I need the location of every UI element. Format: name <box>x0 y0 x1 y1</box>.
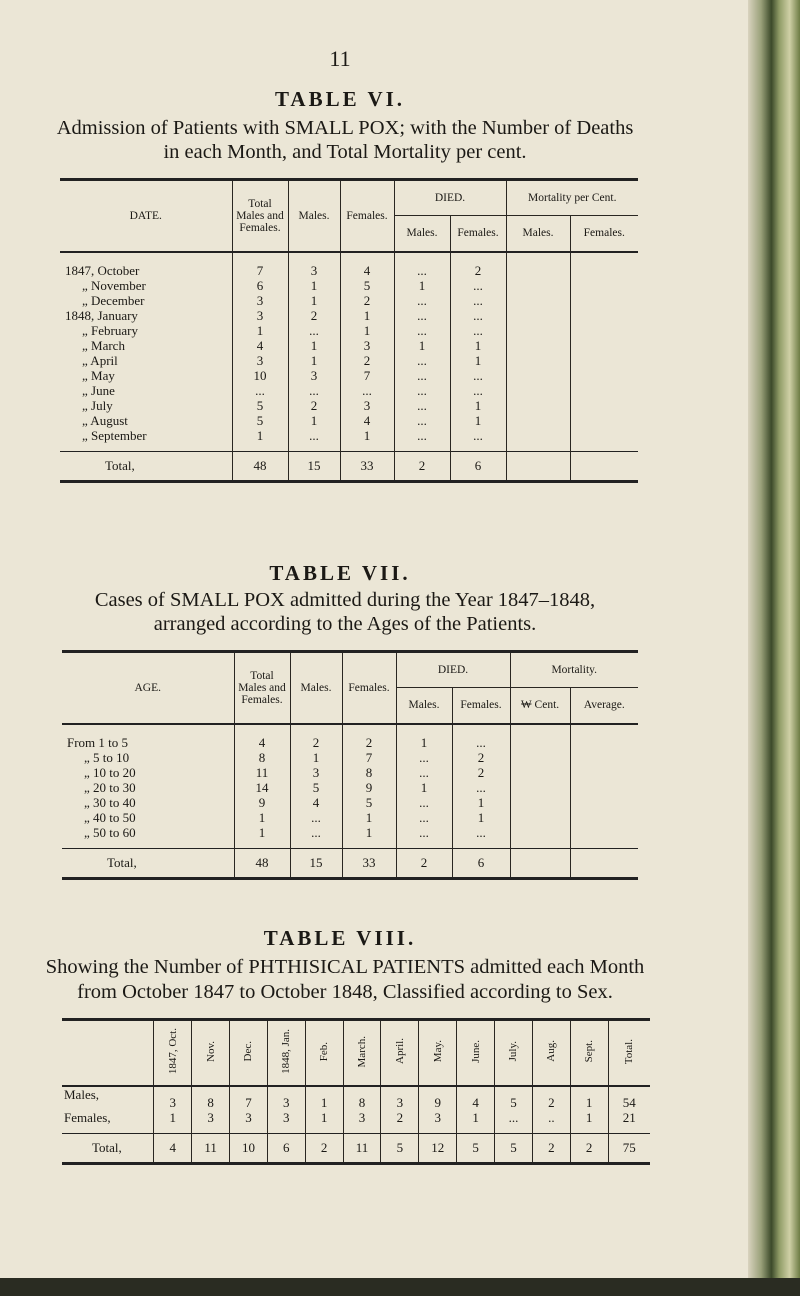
cell-mortality <box>570 323 638 338</box>
cell-died-m: ... <box>394 308 450 323</box>
table-row <box>62 795 638 810</box>
cell-females: 2 <box>340 293 394 308</box>
total-cell: 48 <box>232 451 288 481</box>
cell-mortality <box>570 252 638 278</box>
cell-total: 10 <box>232 368 288 383</box>
cell-mortality <box>570 398 638 413</box>
females-cell: .. <box>532 1110 570 1134</box>
cell-died-m: ... <box>396 810 452 825</box>
males-cell: 5 <box>495 1086 533 1110</box>
table7-caption-line2: arranged according to the Ages of the Patients. <box>153 613 537 635</box>
cell-males: 5 <box>290 780 342 795</box>
cell-mortality <box>506 428 570 452</box>
cell-mortality <box>506 278 570 293</box>
month-header-label: March. <box>356 1035 369 1067</box>
cell-mortality <box>570 780 638 795</box>
table-row <box>60 368 638 383</box>
total-cell: 2 <box>394 451 450 481</box>
cell-males: 3 <box>288 368 340 383</box>
cell-died-m: ... <box>394 398 450 413</box>
total-cell <box>570 451 638 481</box>
cell-total: 8 <box>234 750 290 765</box>
cell-females: 3 <box>340 398 394 413</box>
cell-died-m: ... <box>394 252 450 278</box>
cell-mortality <box>510 765 570 780</box>
cell-females: 7 <box>340 368 394 383</box>
cell-total: 5 <box>232 413 288 428</box>
month-header <box>570 1020 608 1086</box>
cell-died-f: ... <box>450 278 506 293</box>
males-header: Males. <box>288 180 340 252</box>
cell-died-f: ... <box>452 780 510 795</box>
table8-caption-line2: from October 1847 to October 1848, Classified according to Sex. <box>77 981 613 1003</box>
cell-males: 1 <box>288 293 340 308</box>
cell-died-f: 1 <box>450 398 506 413</box>
total-cell: 33 <box>342 848 396 878</box>
cell-mortality <box>570 428 638 452</box>
table8-caption-line1: Showing the Number of PHTHISICAL PATIENTS admitted each Month <box>45 956 645 978</box>
females-header: Females. <box>342 652 396 724</box>
cell-died-m: ... <box>396 750 452 765</box>
males-cell: 3 <box>267 1086 305 1110</box>
died-females-header: Females. <box>450 216 506 252</box>
cell-mortality <box>506 323 570 338</box>
month-header <box>495 1020 533 1086</box>
cell-mortality <box>570 810 638 825</box>
males-cell: 9 <box>419 1086 457 1110</box>
cell-mortality <box>510 825 570 849</box>
cell-males: 2 <box>290 724 342 750</box>
month-header <box>267 1020 305 1086</box>
table-row <box>60 398 638 413</box>
cell-females: 5 <box>340 278 394 293</box>
mortality-header: Mortality per Cent. <box>506 180 638 216</box>
cell-died-f: 2 <box>452 750 510 765</box>
row-label: „ 40 to 50 <box>84 809 136 825</box>
table-row <box>60 252 638 278</box>
cell-males: 3 <box>288 252 340 278</box>
males-cell: 3 <box>381 1086 419 1110</box>
total-cell: 2 <box>396 848 452 878</box>
cell-males: 1 <box>288 338 340 353</box>
cell-mortality <box>506 338 570 353</box>
mortality-header: Mortality. <box>510 652 638 688</box>
cell-total: 3 <box>232 353 288 368</box>
row-label: „ 5 to 10 <box>84 749 130 765</box>
cell-mortality <box>510 810 570 825</box>
cell-total: 6 <box>232 278 288 293</box>
died-females-header: Females. <box>452 688 510 724</box>
cell-died-m: ... <box>396 795 452 810</box>
cell-total: 3 <box>232 308 288 323</box>
males-row-label: Males, <box>64 1086 100 1102</box>
females-cell: 21 <box>608 1110 650 1134</box>
females-cell: 1 <box>305 1110 343 1134</box>
cell-males: 4 <box>290 795 342 810</box>
females-cell: 3 <box>419 1110 457 1134</box>
total-cell: 2 <box>305 1134 343 1164</box>
total-cell: 11 <box>343 1134 381 1164</box>
table-row <box>60 428 638 452</box>
cell-died-f: 2 <box>450 252 506 278</box>
died-males-header: Males. <box>396 688 452 724</box>
females-header: Females. <box>340 180 394 252</box>
cell-mortality <box>570 383 638 398</box>
total-cell: 6 <box>450 451 506 481</box>
month-header <box>343 1020 381 1086</box>
month-header <box>192 1020 230 1086</box>
month-header-label: Feb. <box>318 1041 331 1061</box>
cell-died-m: ... <box>394 413 450 428</box>
total-cell: 5 <box>381 1134 419 1164</box>
table7 <box>62 650 638 880</box>
total-cell: 5 <box>457 1134 495 1164</box>
table8 <box>62 1018 650 1165</box>
cell-total: ... <box>232 383 288 398</box>
cell-died-m: ... <box>394 368 450 383</box>
row-label: „ April <box>82 352 118 368</box>
age-header: AGE. <box>134 681 161 694</box>
table-row <box>60 353 638 368</box>
table7-caption-line1: Cases of SMALL POX admitted during the Year 1847–1848, <box>94 589 596 611</box>
table-row <box>62 825 638 849</box>
cell-died-f: 1 <box>450 413 506 428</box>
cell-females: 2 <box>340 353 394 368</box>
cell-mortality <box>510 795 570 810</box>
table6-caption-line2: in each Month, and Total Mortality per cent. <box>163 141 527 163</box>
total-cell: 2 <box>532 1134 570 1164</box>
row-label: „ June <box>82 382 115 398</box>
row-label: From 1 to 5 <box>67 734 129 750</box>
cell-died-f: ... <box>452 825 510 849</box>
cell-mortality <box>570 368 638 383</box>
total-cell: 75 <box>608 1134 650 1164</box>
total-cell: 5 <box>495 1134 533 1164</box>
females-row-label: Females, <box>64 1109 111 1125</box>
cell-died-f: 1 <box>452 795 510 810</box>
cell-females: 4 <box>340 413 394 428</box>
row-label: „ 20 to 30 <box>84 779 136 795</box>
cell-mortality <box>510 724 570 750</box>
month-header <box>419 1020 457 1086</box>
cell-died-m: ... <box>394 353 450 368</box>
cell-died-m: 1 <box>396 724 452 750</box>
cell-died-f: 1 <box>450 338 506 353</box>
cell-males: ... <box>288 323 340 338</box>
cell-total: 1 <box>232 428 288 452</box>
scan-bottom-edge <box>0 1278 800 1296</box>
cell-total: 14 <box>234 780 290 795</box>
males-cell: 4 <box>457 1086 495 1110</box>
cell-males: ... <box>288 428 340 452</box>
month-header-label: 1848, Jan. <box>280 1028 293 1074</box>
cell-total: 11 <box>234 765 290 780</box>
row-label: „ December <box>82 292 145 308</box>
table-row <box>62 765 638 780</box>
cell-males: 3 <box>290 765 342 780</box>
total-row-label: Total, <box>92 1140 122 1155</box>
males-cell: 1 <box>305 1086 343 1110</box>
date-header: DATE. <box>129 209 162 222</box>
month-header <box>381 1020 419 1086</box>
table-row <box>62 810 638 825</box>
total-cell: 2 <box>570 1134 608 1164</box>
cell-total: 7 <box>232 252 288 278</box>
total-cell: 48 <box>234 848 290 878</box>
cell-died-f: ... <box>450 428 506 452</box>
table6-caption-line1: Admission of Patients with SMALL POX; with the Number of Deaths <box>56 117 634 139</box>
row-label: „ February <box>82 322 138 338</box>
month-header <box>608 1020 650 1086</box>
cell-died-f: ... <box>450 383 506 398</box>
cell-mortality <box>570 724 638 750</box>
total-cell: 11 <box>192 1134 230 1164</box>
month-header-label: Sept. <box>583 1040 596 1063</box>
total-cell: 4 <box>154 1134 192 1164</box>
cell-females: 2 <box>342 724 396 750</box>
females-cell: ... <box>495 1110 533 1134</box>
males-cell: 3 <box>154 1086 192 1110</box>
cell-females: 5 <box>342 795 396 810</box>
cell-mortality <box>506 293 570 308</box>
cell-mortality <box>570 308 638 323</box>
cell-total: 4 <box>234 724 290 750</box>
males-cell: 7 <box>230 1086 268 1110</box>
row-label: 1848, January <box>65 307 138 323</box>
total-cell: 6 <box>267 1134 305 1164</box>
table6-title: TABLE VI. <box>274 87 406 111</box>
males-cell: 1 <box>570 1086 608 1110</box>
table-row <box>60 413 638 428</box>
mortality-females-header: Females. <box>570 216 638 252</box>
cell-males: ... <box>290 810 342 825</box>
cell-total: 3 <box>232 293 288 308</box>
cell-died-f: ... <box>450 323 506 338</box>
cell-mortality <box>570 293 638 308</box>
cell-total: 4 <box>232 338 288 353</box>
cell-total: 5 <box>232 398 288 413</box>
month-header-label: Total. <box>623 1038 636 1064</box>
females-cell: 3 <box>343 1110 381 1134</box>
cell-died-m: ... <box>396 825 452 849</box>
table-row <box>62 780 638 795</box>
month-header-label: June. <box>469 1039 482 1063</box>
cell-females: 1 <box>342 810 396 825</box>
cell-mortality <box>506 383 570 398</box>
total-cell: 10 <box>230 1134 268 1164</box>
males-cell: 2 <box>532 1086 570 1110</box>
cell-males: 1 <box>290 750 342 765</box>
cell-males: ... <box>288 383 340 398</box>
table-row <box>62 724 638 750</box>
cell-mortality <box>510 750 570 765</box>
cell-mortality <box>570 750 638 765</box>
cell-died-f: ... <box>450 308 506 323</box>
cell-mortality <box>570 795 638 810</box>
cell-died-m: ... <box>394 428 450 452</box>
cell-died-m: 1 <box>396 780 452 795</box>
cell-males: 2 <box>288 398 340 413</box>
table8-title: TABLE VIII. <box>263 926 417 950</box>
cell-females: ... <box>340 383 394 398</box>
month-header-label: April. <box>393 1038 406 1065</box>
cell-mortality <box>570 825 638 849</box>
table7-title: TABLE VII. <box>269 561 411 585</box>
total-row-label: Total, <box>105 457 135 473</box>
row-label: „ September <box>82 427 147 443</box>
cell-mortality <box>506 368 570 383</box>
table-row <box>62 750 638 765</box>
row-label: „ November <box>82 277 146 293</box>
month-header <box>230 1020 268 1086</box>
cell-females: 9 <box>342 780 396 795</box>
cell-died-f: 1 <box>452 810 510 825</box>
cell-died-m: ... <box>394 383 450 398</box>
cell-total: 1 <box>234 810 290 825</box>
cell-mortality <box>506 353 570 368</box>
table-row <box>60 383 638 398</box>
cell-mortality <box>506 308 570 323</box>
males-cell: 8 <box>343 1086 381 1110</box>
females-cell: 3 <box>230 1110 268 1134</box>
cell-mortality <box>506 398 570 413</box>
cell-males: ... <box>290 825 342 849</box>
females-cell: 1 <box>154 1110 192 1134</box>
month-header-label: 1847, Oct. <box>166 1028 179 1075</box>
cell-males: 1 <box>288 353 340 368</box>
month-header <box>532 1020 570 1086</box>
females-cell: 1 <box>457 1110 495 1134</box>
row-label: „ August <box>82 412 128 428</box>
month-header <box>305 1020 343 1086</box>
table-row <box>60 338 638 353</box>
total-cell: 15 <box>288 451 340 481</box>
females-cell: 2 <box>381 1110 419 1134</box>
table-row <box>60 293 638 308</box>
month-header <box>154 1020 192 1086</box>
cell-mortality <box>570 338 638 353</box>
total-cell <box>506 451 570 481</box>
cell-mortality <box>570 353 638 368</box>
cell-died-f: 2 <box>452 765 510 780</box>
page-number: 11 <box>329 46 351 71</box>
cell-females: 3 <box>340 338 394 353</box>
cell-died-f: 1 <box>450 353 506 368</box>
cell-females: 7 <box>342 750 396 765</box>
total-cell: 15 <box>290 848 342 878</box>
total-header: Total Males and Females. <box>232 180 288 252</box>
row-label: „ 30 to 40 <box>84 794 136 810</box>
total-cell <box>510 848 570 878</box>
females-cell: 3 <box>192 1110 230 1134</box>
cell-died-m: 1 <box>394 278 450 293</box>
cell-total: 9 <box>234 795 290 810</box>
cell-mortality <box>510 780 570 795</box>
cell-mortality <box>570 278 638 293</box>
cell-females: 1 <box>340 323 394 338</box>
died-header: DIED. <box>396 652 510 688</box>
females-cell: 3 <box>267 1110 305 1134</box>
row-label: 1847, October <box>65 262 140 278</box>
cell-mortality <box>506 252 570 278</box>
cell-females: 1 <box>342 825 396 849</box>
males-header: Males. <box>290 652 342 724</box>
per-cent-header: ₩ Cent. <box>510 688 570 724</box>
total-row-label: Total, <box>107 854 137 870</box>
cell-died-f: ... <box>452 724 510 750</box>
cell-died-m: ... <box>394 323 450 338</box>
total-cell: 6 <box>452 848 510 878</box>
cell-died-m: ... <box>394 293 450 308</box>
total-header: Total Males and Females. <box>234 652 290 724</box>
males-cell: 8 <box>192 1086 230 1110</box>
table6 <box>60 178 638 483</box>
month-header-label: Aug. <box>545 1040 558 1063</box>
month-header-label: Nov. <box>204 1040 217 1062</box>
cell-total: 1 <box>232 323 288 338</box>
cell-died-f: ... <box>450 368 506 383</box>
cell-males: 1 <box>288 278 340 293</box>
total-cell <box>570 848 638 878</box>
total-cell: 33 <box>340 451 394 481</box>
month-header-label: May. <box>431 1040 444 1063</box>
cell-died-f: ... <box>450 293 506 308</box>
row-label: „ July <box>82 397 113 413</box>
table-row <box>60 278 638 293</box>
cell-mortality <box>570 765 638 780</box>
cell-females: 8 <box>342 765 396 780</box>
males-cell: 54 <box>608 1086 650 1110</box>
month-header-label: July. <box>507 1041 520 1062</box>
row-label: „ March <box>82 337 125 353</box>
cell-mortality <box>506 413 570 428</box>
month-header-label: Dec. <box>242 1041 255 1062</box>
cell-males: 2 <box>288 308 340 323</box>
cell-mortality <box>570 413 638 428</box>
row-label: „ 50 to 60 <box>84 824 136 840</box>
cell-females: 1 <box>340 428 394 452</box>
cell-males: 1 <box>288 413 340 428</box>
blank-header <box>62 1020 154 1086</box>
book-edge <box>748 0 800 1296</box>
mortality-males-header: Males. <box>506 216 570 252</box>
died-header: DIED. <box>394 180 506 216</box>
cell-died-m: 1 <box>394 338 450 353</box>
average-header: Average. <box>570 688 638 724</box>
cell-total: 1 <box>234 825 290 849</box>
month-header <box>457 1020 495 1086</box>
row-label: „ 10 to 20 <box>84 764 136 780</box>
died-males-header: Males. <box>394 216 450 252</box>
females-cell: 1 <box>570 1110 608 1134</box>
row-label: „ May <box>82 367 115 383</box>
cell-females: 4 <box>340 252 394 278</box>
table-row <box>60 308 638 323</box>
cell-females: 1 <box>340 308 394 323</box>
total-cell: 12 <box>419 1134 457 1164</box>
table-row <box>60 323 638 338</box>
cell-died-m: ... <box>396 765 452 780</box>
